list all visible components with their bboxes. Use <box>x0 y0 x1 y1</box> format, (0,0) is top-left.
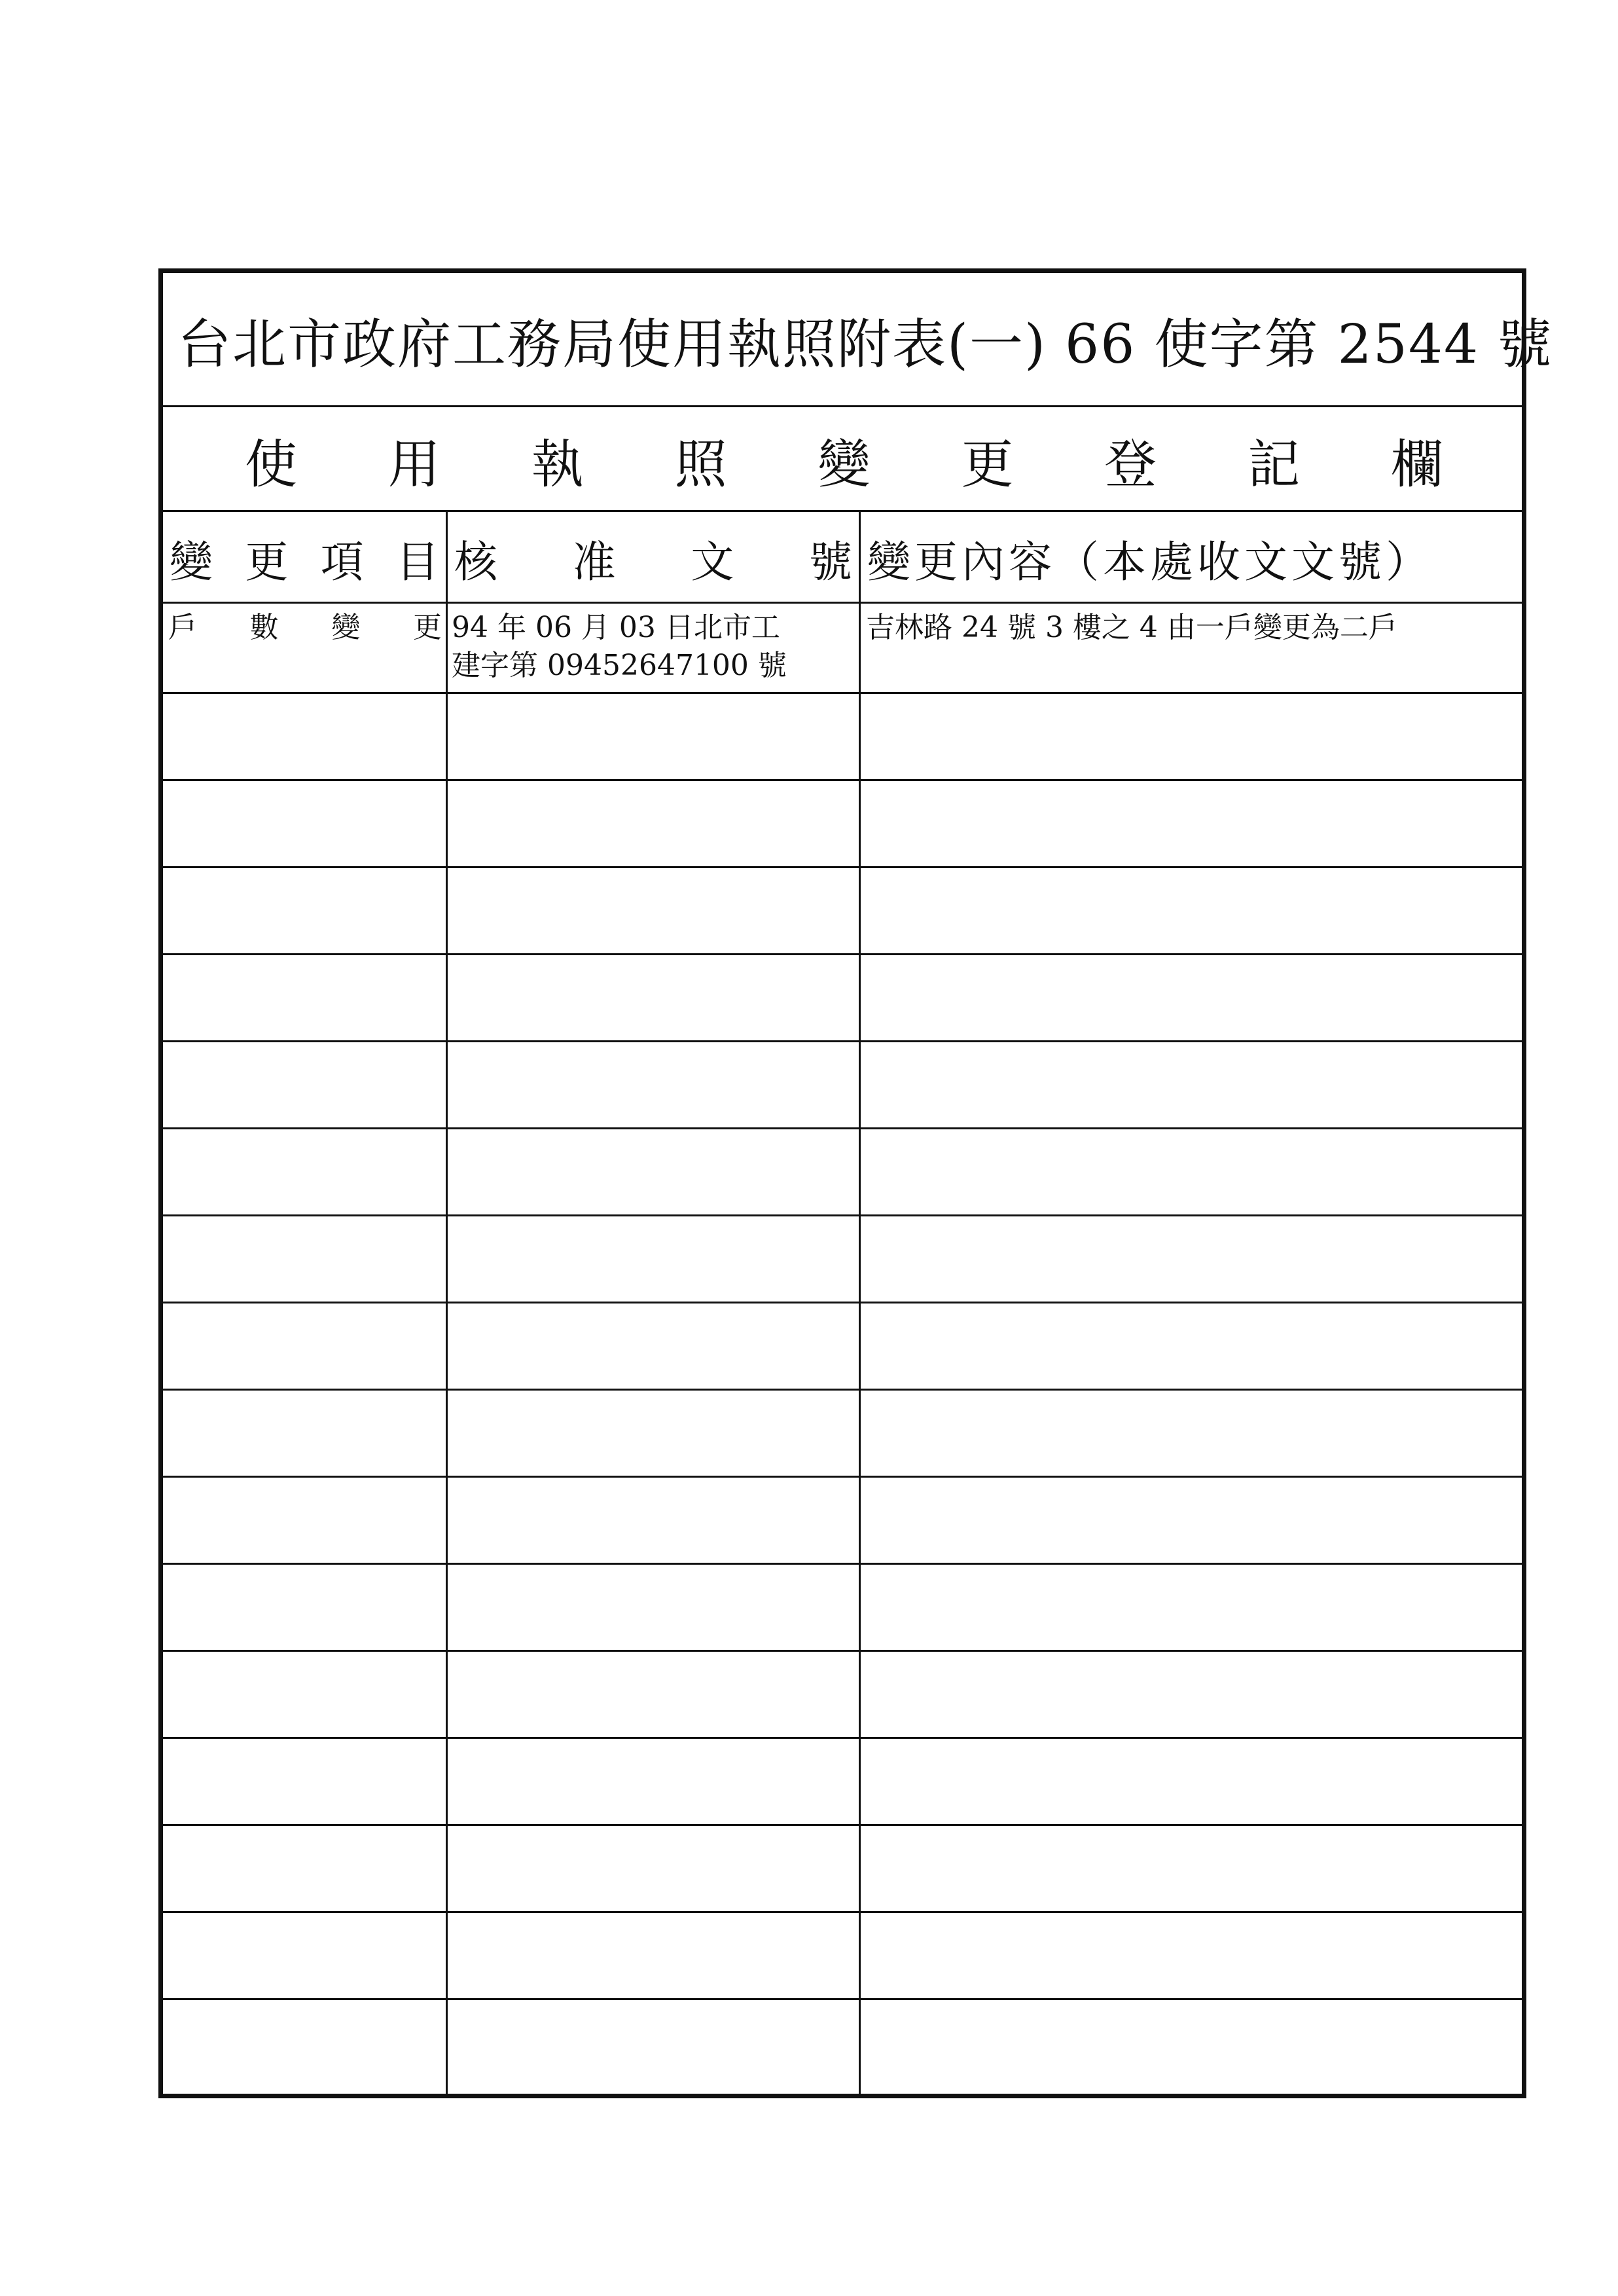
header-char: 准 <box>572 536 616 587</box>
subtitle-char: 用 <box>387 433 440 495</box>
subtitle-char: 使 <box>245 433 297 495</box>
form-title-row <box>163 273 1553 407</box>
column-divider <box>859 510 861 2094</box>
usage-license-change-register-form <box>158 268 1553 2098</box>
row-divider <box>163 1040 1522 1042</box>
header-content-label: 變更內容（本處收文文號） <box>867 536 1433 587</box>
row-divider <box>163 1127 1522 1129</box>
entry-change-item <box>163 604 446 692</box>
row-divider <box>163 1998 1522 2000</box>
entry-approval-line1: 94 年 06 月 03 日北市工 <box>452 611 780 644</box>
header-char: 項 <box>320 536 364 587</box>
row-divider <box>163 1824 1522 1826</box>
row-divider <box>163 1214 1522 1216</box>
entry-change-content <box>861 604 1522 692</box>
header-change-item <box>163 512 446 604</box>
subtitle-char: 記 <box>1248 433 1301 495</box>
entry-item-char: 數 <box>249 611 279 644</box>
form-title: 台北市政府工務局使用執照附表(一) 66 使字第 2544 號 <box>177 314 1553 376</box>
header-char: 號 <box>808 536 852 587</box>
row-divider <box>163 1737 1522 1739</box>
row-divider <box>163 866 1522 868</box>
entry-approval-number <box>448 604 859 692</box>
subtitle-char: 變 <box>818 433 871 495</box>
subtitle-char: 更 <box>961 433 1014 495</box>
row-divider <box>163 1476 1522 1478</box>
subtitle-char: 執 <box>531 433 584 495</box>
entry-approval-line2: 建字第 09452647100 號 <box>452 649 787 682</box>
entry-item-char: 更 <box>412 611 442 644</box>
row-divider <box>163 1389 1522 1391</box>
header-char: 文 <box>691 536 734 587</box>
row-divider <box>163 1911 1522 1913</box>
subtitle-char: 登 <box>1104 433 1157 495</box>
header-change-content <box>861 512 1522 604</box>
entry-item-char: 變 <box>331 611 361 644</box>
row-divider <box>163 953 1522 955</box>
row-divider <box>163 779 1522 781</box>
subtitle-char: 照 <box>674 433 727 495</box>
header-char: 變 <box>170 536 213 587</box>
subtitle-char: 欄 <box>1391 433 1443 495</box>
header-char: 核 <box>454 536 497 587</box>
subtitle-row <box>163 407 1522 512</box>
header-char: 目 <box>395 536 439 587</box>
row-divider <box>163 1563 1522 1565</box>
header-char: 更 <box>245 536 289 587</box>
column-divider <box>446 510 448 2094</box>
entry-item-char: 戶 <box>168 611 197 644</box>
row-divider <box>163 1302 1522 1303</box>
row-divider <box>163 1650 1522 1652</box>
entry-content-text: 吉林路 24 號 3 樓之 4 由一戶變更為二戶 <box>866 611 1397 644</box>
row-divider <box>163 692 1522 694</box>
header-approval-number <box>448 512 859 604</box>
